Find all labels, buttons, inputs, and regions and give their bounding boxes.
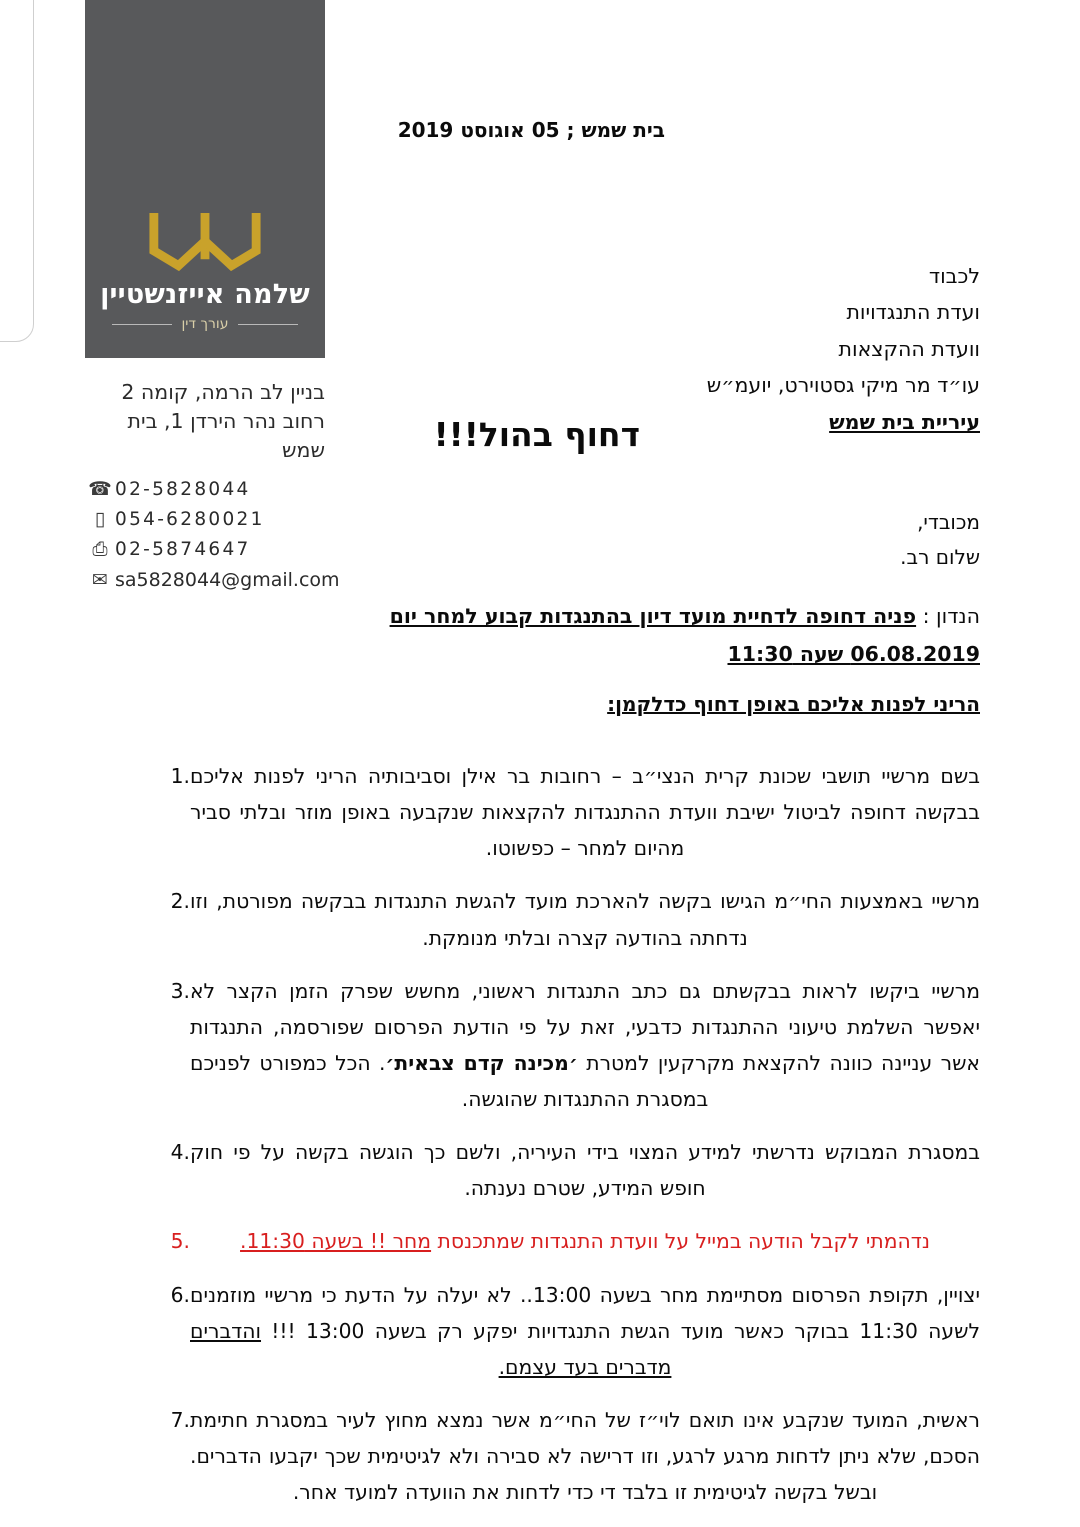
subject-line: [330, 598, 980, 674]
item-text-before: יצויין, תקופת הפרסום מסתיימת מחר בשעה 13:00.. לא יעלה על הדעת כי מרשיי מוזמנים לשעה 11:30 בבוקר כאשר מועד הגשת התנגדויות יפקע רק בשעה 13:00 !!!: [190, 1282, 980, 1343]
item-text: [190, 1223, 980, 1259]
item-text-before: מרשיי ביקשו לראות בבקשתם גם כתב התנגדות ראשוני, מחשש שפרק הזמן הקצר לא יאפשר השלמת טיעוני ההתנגדות כדבעי, זאת על פי הודעת הפרסום שפורסמה, התנגדות אשר עניינה כוונה להקצאת מקרקעין למטרת: [190, 978, 980, 1075]
scan-page-edge: [0, 0, 34, 342]
item-text: [190, 1277, 980, 1385]
item-text-before: ראשית, המועד שנקבע אינו תואם לוי״ז של החי״מ אשר נמצא מחוץ לעיר במסגרת חתימת הסכם, שלא ניתן לדחות מרגע לרגע, וזו דרישה לא סבירה ולא לגיטימית שכך יקבעו הדברים. ובשל בקשה לגיטימית זו בלבד די כדי לדחות את הוועדה למועד אחר.: [190, 1407, 980, 1505]
item-text-after: . הכל כמפורט לפניכם במסגרת ההתנגדות שהוגשה.: [190, 1050, 709, 1111]
item-text-before: מרשיי באמצעות החי״מ הגישו בקשה להארכת מועד להגשת התנגדות בבקשה מפורטת, וזו נדחתה בהודעה קצרה ובלתי מנומקת.: [190, 889, 980, 950]
mobile-phone-icon: ▯: [94, 508, 106, 531]
address-line-2: רחוב נהר הירדן 1, בית שמש: [127, 409, 325, 463]
recipient-line-2: וועדת ההקצאות: [838, 336, 980, 361]
item-text-before: בשם מרשיי תושבי שכונת קרית הנצי״ב – רחובות בר אילן וסביבותיה הריני לפנות אליכם בבקשה דחופה לביטול ישיבת וועדת ההתנגדות להקצאות שנקבעה באופן מוזר ובלתי סביר מהיום למחר – כפשוטו.: [190, 764, 980, 861]
recipient-block: [707, 258, 980, 440]
contact-list: [85, 478, 340, 592]
mobile-value: 054-6280021: [115, 509, 265, 531]
subject-text: פניה דחופה לדחיית מועד דיון בהתנגדות קבוע למחר יום 06.08.2019 שעה 11:30: [389, 604, 980, 666]
item-number: 1.: [170, 764, 190, 788]
logo-rule-right: [112, 324, 172, 325]
intro-line: הריני לפנות אליכם באופן דחוף כדלקמן:: [607, 692, 980, 716]
contact-fax: [85, 539, 325, 560]
email-value: sa5828044@gmail.com: [115, 569, 340, 592]
address-line-1: בניין לב הרמה, קומה 2: [121, 380, 325, 404]
profession-label: עורך דין: [181, 316, 229, 332]
recipient-salutation: לכבוד: [928, 264, 980, 288]
recipient-line-3: עו״ד מר מיקי גסטוירט, יועמ״ש: [706, 373, 980, 398]
list-item-alert: [150, 1223, 980, 1259]
recipient-line-1: ועדת התנגדויות: [846, 300, 980, 325]
firm-name: שלמה אייזנשטיין: [100, 278, 310, 310]
greeting-line-1: מכובדי,: [917, 510, 980, 534]
item-number: 4.: [170, 1140, 190, 1165]
telephone-value: 02-5828044: [115, 479, 251, 501]
item-text: [190, 883, 980, 955]
firm-profession: [113, 316, 298, 332]
contact-mobile: [85, 509, 325, 530]
item-text: [190, 973, 980, 1118]
item-underlined-deadline: מחר !! בשעה 11:30.: [240, 1229, 432, 1254]
list-item: [150, 1277, 980, 1385]
urgent-banner: דחוף בהול!!!: [433, 415, 640, 454]
list-item: [150, 758, 980, 866]
recipient-organization: עיריית בית שמש: [829, 409, 980, 434]
item-text-before: במסגרת המבוקש נדרשתי למידע המצוי בידי העיריה, ולשם כך הוגשה בקשה על פי חוק חופש המידע, שטרם נענתה.: [190, 1140, 980, 1201]
item-text: [190, 1402, 980, 1510]
shin-monogram-icon: [146, 211, 264, 273]
item-number: 5.: [170, 1229, 190, 1254]
item-underlined-remark: והדברים מדברים בעד עצמם.: [190, 1318, 672, 1379]
fax-icon: ⎙: [92, 538, 108, 561]
item-number: 3.: [170, 978, 190, 1003]
logo-rule-left: [238, 324, 298, 325]
greeting-line-2: שלום רב.: [900, 545, 980, 569]
envelope-icon: ✉: [92, 568, 108, 591]
item-number: 7.: [170, 1407, 190, 1432]
list-item: [150, 883, 980, 955]
item-text: [190, 1134, 980, 1206]
list-item: [150, 1134, 980, 1206]
telephone-icon: ☎: [88, 478, 112, 501]
office-address: [85, 378, 325, 465]
greeting-block: [900, 505, 980, 575]
list-item: [150, 1402, 980, 1510]
logo-block: [85, 0, 325, 358]
item-number: 6.: [170, 1282, 190, 1307]
letterhead: [85, 0, 340, 600]
contact-telephone: [85, 479, 325, 500]
item-text: [190, 758, 980, 866]
fax-value: 02-5874647: [115, 539, 251, 561]
item-text-before: נדהמתי לקבל הודעה במייל על וועדת התנגדות שמתכנסת: [431, 1229, 930, 1254]
item-number: 2.: [170, 889, 190, 914]
contact-email: [85, 568, 340, 592]
item-emphasis: ׳מכינה קדם צבאית׳: [385, 1050, 578, 1075]
numbered-items: [150, 758, 980, 1527]
subject-label: הנדון :: [922, 604, 980, 628]
list-item: [150, 973, 980, 1118]
date-line: בית שמש ; 05 אוגוסט 2019: [397, 118, 665, 142]
